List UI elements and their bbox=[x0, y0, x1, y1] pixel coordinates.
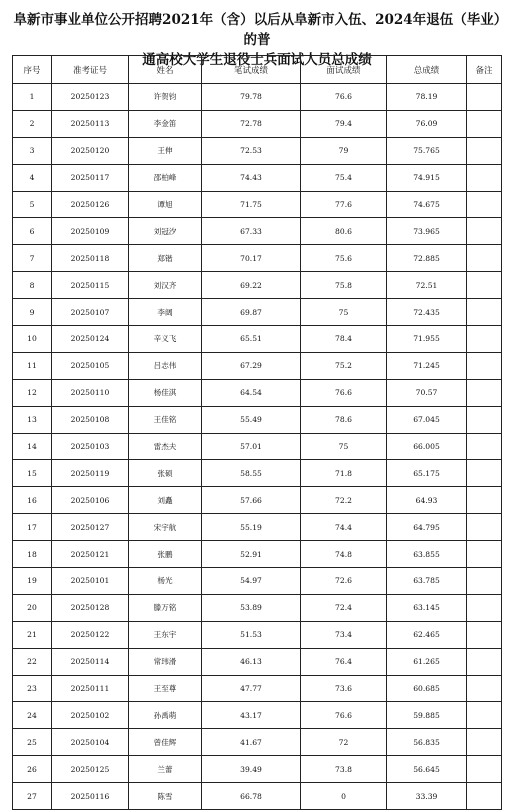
cell-exam-id: 20250105 bbox=[52, 352, 129, 379]
cell-note bbox=[467, 594, 502, 621]
table-row bbox=[13, 379, 502, 406]
cell-interview-score: 75.4 bbox=[301, 164, 387, 191]
cell-total-score: 64.93 bbox=[387, 487, 467, 514]
cell-total-score: 64.795 bbox=[387, 514, 467, 541]
cell-seq: 9 bbox=[13, 299, 52, 326]
cell-exam-id: 20250111 bbox=[52, 675, 129, 702]
cell-exam-id: 20250103 bbox=[52, 433, 129, 460]
table-row bbox=[13, 326, 502, 353]
table-row bbox=[13, 164, 502, 191]
cell-exam-id: 20250108 bbox=[52, 406, 129, 433]
cell-written-score: 74.43 bbox=[202, 164, 301, 191]
cell-seq: 24 bbox=[13, 702, 52, 729]
cell-note bbox=[467, 621, 502, 648]
header-row bbox=[13, 56, 502, 84]
cell-seq: 21 bbox=[13, 621, 52, 648]
cell-exam-id: 20250104 bbox=[52, 729, 129, 756]
table-row bbox=[13, 299, 502, 326]
cell-written-score: 67.29 bbox=[202, 352, 301, 379]
table-row bbox=[13, 191, 502, 218]
cell-note bbox=[467, 702, 502, 729]
cell-name: 吕志伟 bbox=[129, 352, 202, 379]
cell-seq: 23 bbox=[13, 675, 52, 702]
cell-exam-id: 20250128 bbox=[52, 594, 129, 621]
table-row bbox=[13, 406, 502, 433]
cell-total-score: 71.245 bbox=[387, 352, 467, 379]
header-interview-score: 面试成绩 bbox=[301, 56, 387, 84]
cell-note bbox=[467, 245, 502, 272]
cell-name: 滕万铭 bbox=[129, 594, 202, 621]
table-body bbox=[13, 84, 502, 810]
cell-interview-score: 78.4 bbox=[301, 326, 387, 353]
table-row bbox=[13, 621, 502, 648]
cell-written-score: 57.66 bbox=[202, 487, 301, 514]
cell-total-score: 33.39 bbox=[387, 783, 467, 810]
cell-total-score: 65.175 bbox=[387, 460, 467, 487]
cell-written-score: 55.19 bbox=[202, 514, 301, 541]
cell-exam-id: 20250101 bbox=[52, 568, 129, 595]
cell-seq: 26 bbox=[13, 756, 52, 783]
header-note: 备注 bbox=[467, 56, 502, 84]
cell-exam-id: 20250120 bbox=[52, 137, 129, 164]
cell-total-score: 74.915 bbox=[387, 164, 467, 191]
cell-written-score: 67.33 bbox=[202, 218, 301, 245]
table-row bbox=[13, 675, 502, 702]
cell-name: 李阔 bbox=[129, 299, 202, 326]
cell-seq: 14 bbox=[13, 433, 52, 460]
cell-name: 雷杰夫 bbox=[129, 433, 202, 460]
cell-interview-score: 71.8 bbox=[301, 460, 387, 487]
cell-interview-score: 72.2 bbox=[301, 487, 387, 514]
cell-exam-id: 20250123 bbox=[52, 84, 129, 111]
table-row bbox=[13, 272, 502, 299]
cell-written-score: 47.77 bbox=[202, 675, 301, 702]
cell-exam-id: 20250114 bbox=[52, 648, 129, 675]
cell-total-score: 66.005 bbox=[387, 433, 467, 460]
cell-total-score: 73.965 bbox=[387, 218, 467, 245]
cell-note bbox=[467, 487, 502, 514]
cell-written-score: 55.49 bbox=[202, 406, 301, 433]
header-name: 姓名 bbox=[129, 56, 202, 84]
cell-total-score: 72.885 bbox=[387, 245, 467, 272]
table-row bbox=[13, 783, 502, 810]
cell-note bbox=[467, 756, 502, 783]
cell-seq: 16 bbox=[13, 487, 52, 514]
cell-interview-score: 76.6 bbox=[301, 84, 387, 111]
cell-written-score: 64.54 bbox=[202, 379, 301, 406]
cell-interview-score: 73.6 bbox=[301, 675, 387, 702]
cell-note bbox=[467, 406, 502, 433]
cell-seq: 27 bbox=[13, 783, 52, 810]
cell-note bbox=[467, 272, 502, 299]
cell-name: 谭旭 bbox=[129, 191, 202, 218]
cell-written-score: 54.97 bbox=[202, 568, 301, 595]
cell-total-score: 60.685 bbox=[387, 675, 467, 702]
cell-name: 曾佳辉 bbox=[129, 729, 202, 756]
table-row bbox=[13, 541, 502, 568]
cell-note bbox=[467, 675, 502, 702]
cell-note bbox=[467, 352, 502, 379]
table-row bbox=[13, 594, 502, 621]
table-row bbox=[13, 352, 502, 379]
cell-total-score: 56.835 bbox=[387, 729, 467, 756]
cell-total-score: 71.955 bbox=[387, 326, 467, 353]
cell-exam-id: 20250102 bbox=[52, 702, 129, 729]
cell-exam-id: 20250119 bbox=[52, 460, 129, 487]
cell-name: 刘汉齐 bbox=[129, 272, 202, 299]
cell-note bbox=[467, 729, 502, 756]
cell-name: 陈雪 bbox=[129, 783, 202, 810]
cell-interview-score: 77.6 bbox=[301, 191, 387, 218]
cell-note bbox=[467, 648, 502, 675]
cell-seq: 7 bbox=[13, 245, 52, 272]
cell-total-score: 56.645 bbox=[387, 756, 467, 783]
cell-interview-score: 72.6 bbox=[301, 568, 387, 595]
cell-name: 许贺钧 bbox=[129, 84, 202, 111]
cell-written-score: 51.53 bbox=[202, 621, 301, 648]
cell-interview-score: 72.4 bbox=[301, 594, 387, 621]
cell-name: 杨光 bbox=[129, 568, 202, 595]
cell-name: 张鹏 bbox=[129, 541, 202, 568]
table-row bbox=[13, 245, 502, 272]
cell-note bbox=[467, 110, 502, 137]
table-row bbox=[13, 460, 502, 487]
table-row bbox=[13, 433, 502, 460]
cell-seq: 3 bbox=[13, 137, 52, 164]
scores-table bbox=[12, 55, 502, 810]
cell-interview-score: 80.6 bbox=[301, 218, 387, 245]
cell-total-score: 70.57 bbox=[387, 379, 467, 406]
table-row bbox=[13, 137, 502, 164]
cell-written-score: 69.87 bbox=[202, 299, 301, 326]
cell-seq: 2 bbox=[13, 110, 52, 137]
cell-total-score: 72.51 bbox=[387, 272, 467, 299]
table-row bbox=[13, 568, 502, 595]
cell-exam-id: 20250106 bbox=[52, 487, 129, 514]
cell-total-score: 63.145 bbox=[387, 594, 467, 621]
cell-written-score: 72.78 bbox=[202, 110, 301, 137]
cell-seq: 18 bbox=[13, 541, 52, 568]
cell-seq: 12 bbox=[13, 379, 52, 406]
cell-name: 王伸 bbox=[129, 137, 202, 164]
cell-written-score: 46.13 bbox=[202, 648, 301, 675]
cell-exam-id: 20250109 bbox=[52, 218, 129, 245]
cell-note bbox=[467, 568, 502, 595]
cell-interview-score: 75 bbox=[301, 299, 387, 326]
cell-interview-score: 0 bbox=[301, 783, 387, 810]
title-line-2: 通高校大学生退役士兵面试人员总成绩 bbox=[142, 52, 372, 68]
cell-written-score: 79.78 bbox=[202, 84, 301, 111]
cell-name: 宋宇航 bbox=[129, 514, 202, 541]
table-row bbox=[13, 218, 502, 245]
table-row bbox=[13, 756, 502, 783]
cell-note bbox=[467, 514, 502, 541]
cell-interview-score: 78.6 bbox=[301, 406, 387, 433]
header-total-score: 总成绩 bbox=[387, 56, 467, 84]
table-row bbox=[13, 648, 502, 675]
cell-interview-score: 74.4 bbox=[301, 514, 387, 541]
cell-name: 王东宇 bbox=[129, 621, 202, 648]
cell-name: 杨佳淇 bbox=[129, 379, 202, 406]
cell-interview-score: 73.8 bbox=[301, 756, 387, 783]
cell-total-score: 74.675 bbox=[387, 191, 467, 218]
cell-note bbox=[467, 326, 502, 353]
table-row bbox=[13, 729, 502, 756]
cell-note bbox=[467, 379, 502, 406]
cell-exam-id: 20250117 bbox=[52, 164, 129, 191]
cell-note bbox=[467, 541, 502, 568]
cell-interview-score: 75.6 bbox=[301, 245, 387, 272]
cell-interview-score: 75.8 bbox=[301, 272, 387, 299]
cell-written-score: 57.01 bbox=[202, 433, 301, 460]
title-line-1: 阜新市事业单位公开招聘2021年（含）以后从阜新市入伍、2024年退伍（毕业）的普 bbox=[13, 12, 501, 48]
table-row bbox=[13, 110, 502, 137]
table-row bbox=[13, 702, 502, 729]
cell-interview-score: 74.8 bbox=[301, 541, 387, 568]
cell-name: 张硕 bbox=[129, 460, 202, 487]
cell-note bbox=[467, 460, 502, 487]
cell-name: 王至尊 bbox=[129, 675, 202, 702]
header-seq: 序号 bbox=[13, 56, 52, 84]
cell-seq: 20 bbox=[13, 594, 52, 621]
cell-interview-score: 76.6 bbox=[301, 379, 387, 406]
cell-interview-score: 75 bbox=[301, 433, 387, 460]
cell-note bbox=[467, 191, 502, 218]
cell-written-score: 71.75 bbox=[202, 191, 301, 218]
cell-written-score: 69.22 bbox=[202, 272, 301, 299]
cell-written-score: 72.53 bbox=[202, 137, 301, 164]
cell-total-score: 61.265 bbox=[387, 648, 467, 675]
cell-written-score: 52.91 bbox=[202, 541, 301, 568]
cell-interview-score: 72 bbox=[301, 729, 387, 756]
cell-seq: 17 bbox=[13, 514, 52, 541]
cell-seq: 22 bbox=[13, 648, 52, 675]
cell-total-score: 75.765 bbox=[387, 137, 467, 164]
cell-exam-id: 20250127 bbox=[52, 514, 129, 541]
cell-exam-id: 20250116 bbox=[52, 783, 129, 810]
cell-written-score: 65.51 bbox=[202, 326, 301, 353]
cell-exam-id: 20250107 bbox=[52, 299, 129, 326]
cell-note bbox=[467, 84, 502, 111]
cell-written-score: 58.55 bbox=[202, 460, 301, 487]
cell-name: 邵柏峰 bbox=[129, 164, 202, 191]
cell-name: 辛义飞 bbox=[129, 326, 202, 353]
cell-written-score: 39.49 bbox=[202, 756, 301, 783]
table-row bbox=[13, 487, 502, 514]
cell-name: 郑锴 bbox=[129, 245, 202, 272]
cell-name: 刘冠汐 bbox=[129, 218, 202, 245]
cell-total-score: 76.09 bbox=[387, 110, 467, 137]
cell-seq: 1 bbox=[13, 84, 52, 111]
cell-note bbox=[467, 137, 502, 164]
cell-exam-id: 20250118 bbox=[52, 245, 129, 272]
cell-interview-score: 76.6 bbox=[301, 702, 387, 729]
cell-seq: 6 bbox=[13, 218, 52, 245]
cell-exam-id: 20250124 bbox=[52, 326, 129, 353]
cell-seq: 25 bbox=[13, 729, 52, 756]
cell-name: 王佳铭 bbox=[129, 406, 202, 433]
cell-seq: 11 bbox=[13, 352, 52, 379]
cell-name: 李金笛 bbox=[129, 110, 202, 137]
cell-name: 孙禹萌 bbox=[129, 702, 202, 729]
header-written-score: 笔试成绩 bbox=[202, 56, 301, 84]
cell-seq: 4 bbox=[13, 164, 52, 191]
cell-total-score: 62.465 bbox=[387, 621, 467, 648]
cell-total-score: 67.045 bbox=[387, 406, 467, 433]
cell-note bbox=[467, 783, 502, 810]
cell-exam-id: 20250110 bbox=[52, 379, 129, 406]
cell-seq: 19 bbox=[13, 568, 52, 595]
header-exam-id: 准考证号 bbox=[52, 56, 129, 84]
cell-total-score: 78.19 bbox=[387, 84, 467, 111]
cell-seq: 10 bbox=[13, 326, 52, 353]
cell-note bbox=[467, 299, 502, 326]
cell-seq: 5 bbox=[13, 191, 52, 218]
cell-exam-id: 20250121 bbox=[52, 541, 129, 568]
cell-interview-score: 76.4 bbox=[301, 648, 387, 675]
cell-seq: 15 bbox=[13, 460, 52, 487]
cell-interview-score: 75.2 bbox=[301, 352, 387, 379]
cell-name: 刘矗 bbox=[129, 487, 202, 514]
table-row bbox=[13, 84, 502, 111]
cell-note bbox=[467, 433, 502, 460]
table-row bbox=[13, 514, 502, 541]
cell-note bbox=[467, 218, 502, 245]
cell-seq: 8 bbox=[13, 272, 52, 299]
cell-exam-id: 20250126 bbox=[52, 191, 129, 218]
cell-name: 兰蕾 bbox=[129, 756, 202, 783]
cell-interview-score: 79.4 bbox=[301, 110, 387, 137]
cell-total-score: 63.855 bbox=[387, 541, 467, 568]
cell-exam-id: 20250125 bbox=[52, 756, 129, 783]
cell-exam-id: 20250115 bbox=[52, 272, 129, 299]
cell-seq: 13 bbox=[13, 406, 52, 433]
cell-written-score: 41.67 bbox=[202, 729, 301, 756]
cell-name: 常玮滑 bbox=[129, 648, 202, 675]
cell-exam-id: 20250122 bbox=[52, 621, 129, 648]
cell-interview-score: 79 bbox=[301, 137, 387, 164]
cell-interview-score: 73.4 bbox=[301, 621, 387, 648]
cell-note bbox=[467, 164, 502, 191]
table-header bbox=[13, 56, 502, 84]
cell-total-score: 59.885 bbox=[387, 702, 467, 729]
cell-written-score: 53.89 bbox=[202, 594, 301, 621]
cell-exam-id: 20250113 bbox=[52, 110, 129, 137]
cell-total-score: 72.435 bbox=[387, 299, 467, 326]
cell-total-score: 63.785 bbox=[387, 568, 467, 595]
cell-written-score: 66.78 bbox=[202, 783, 301, 810]
cell-written-score: 70.17 bbox=[202, 245, 301, 272]
cell-written-score: 43.17 bbox=[202, 702, 301, 729]
